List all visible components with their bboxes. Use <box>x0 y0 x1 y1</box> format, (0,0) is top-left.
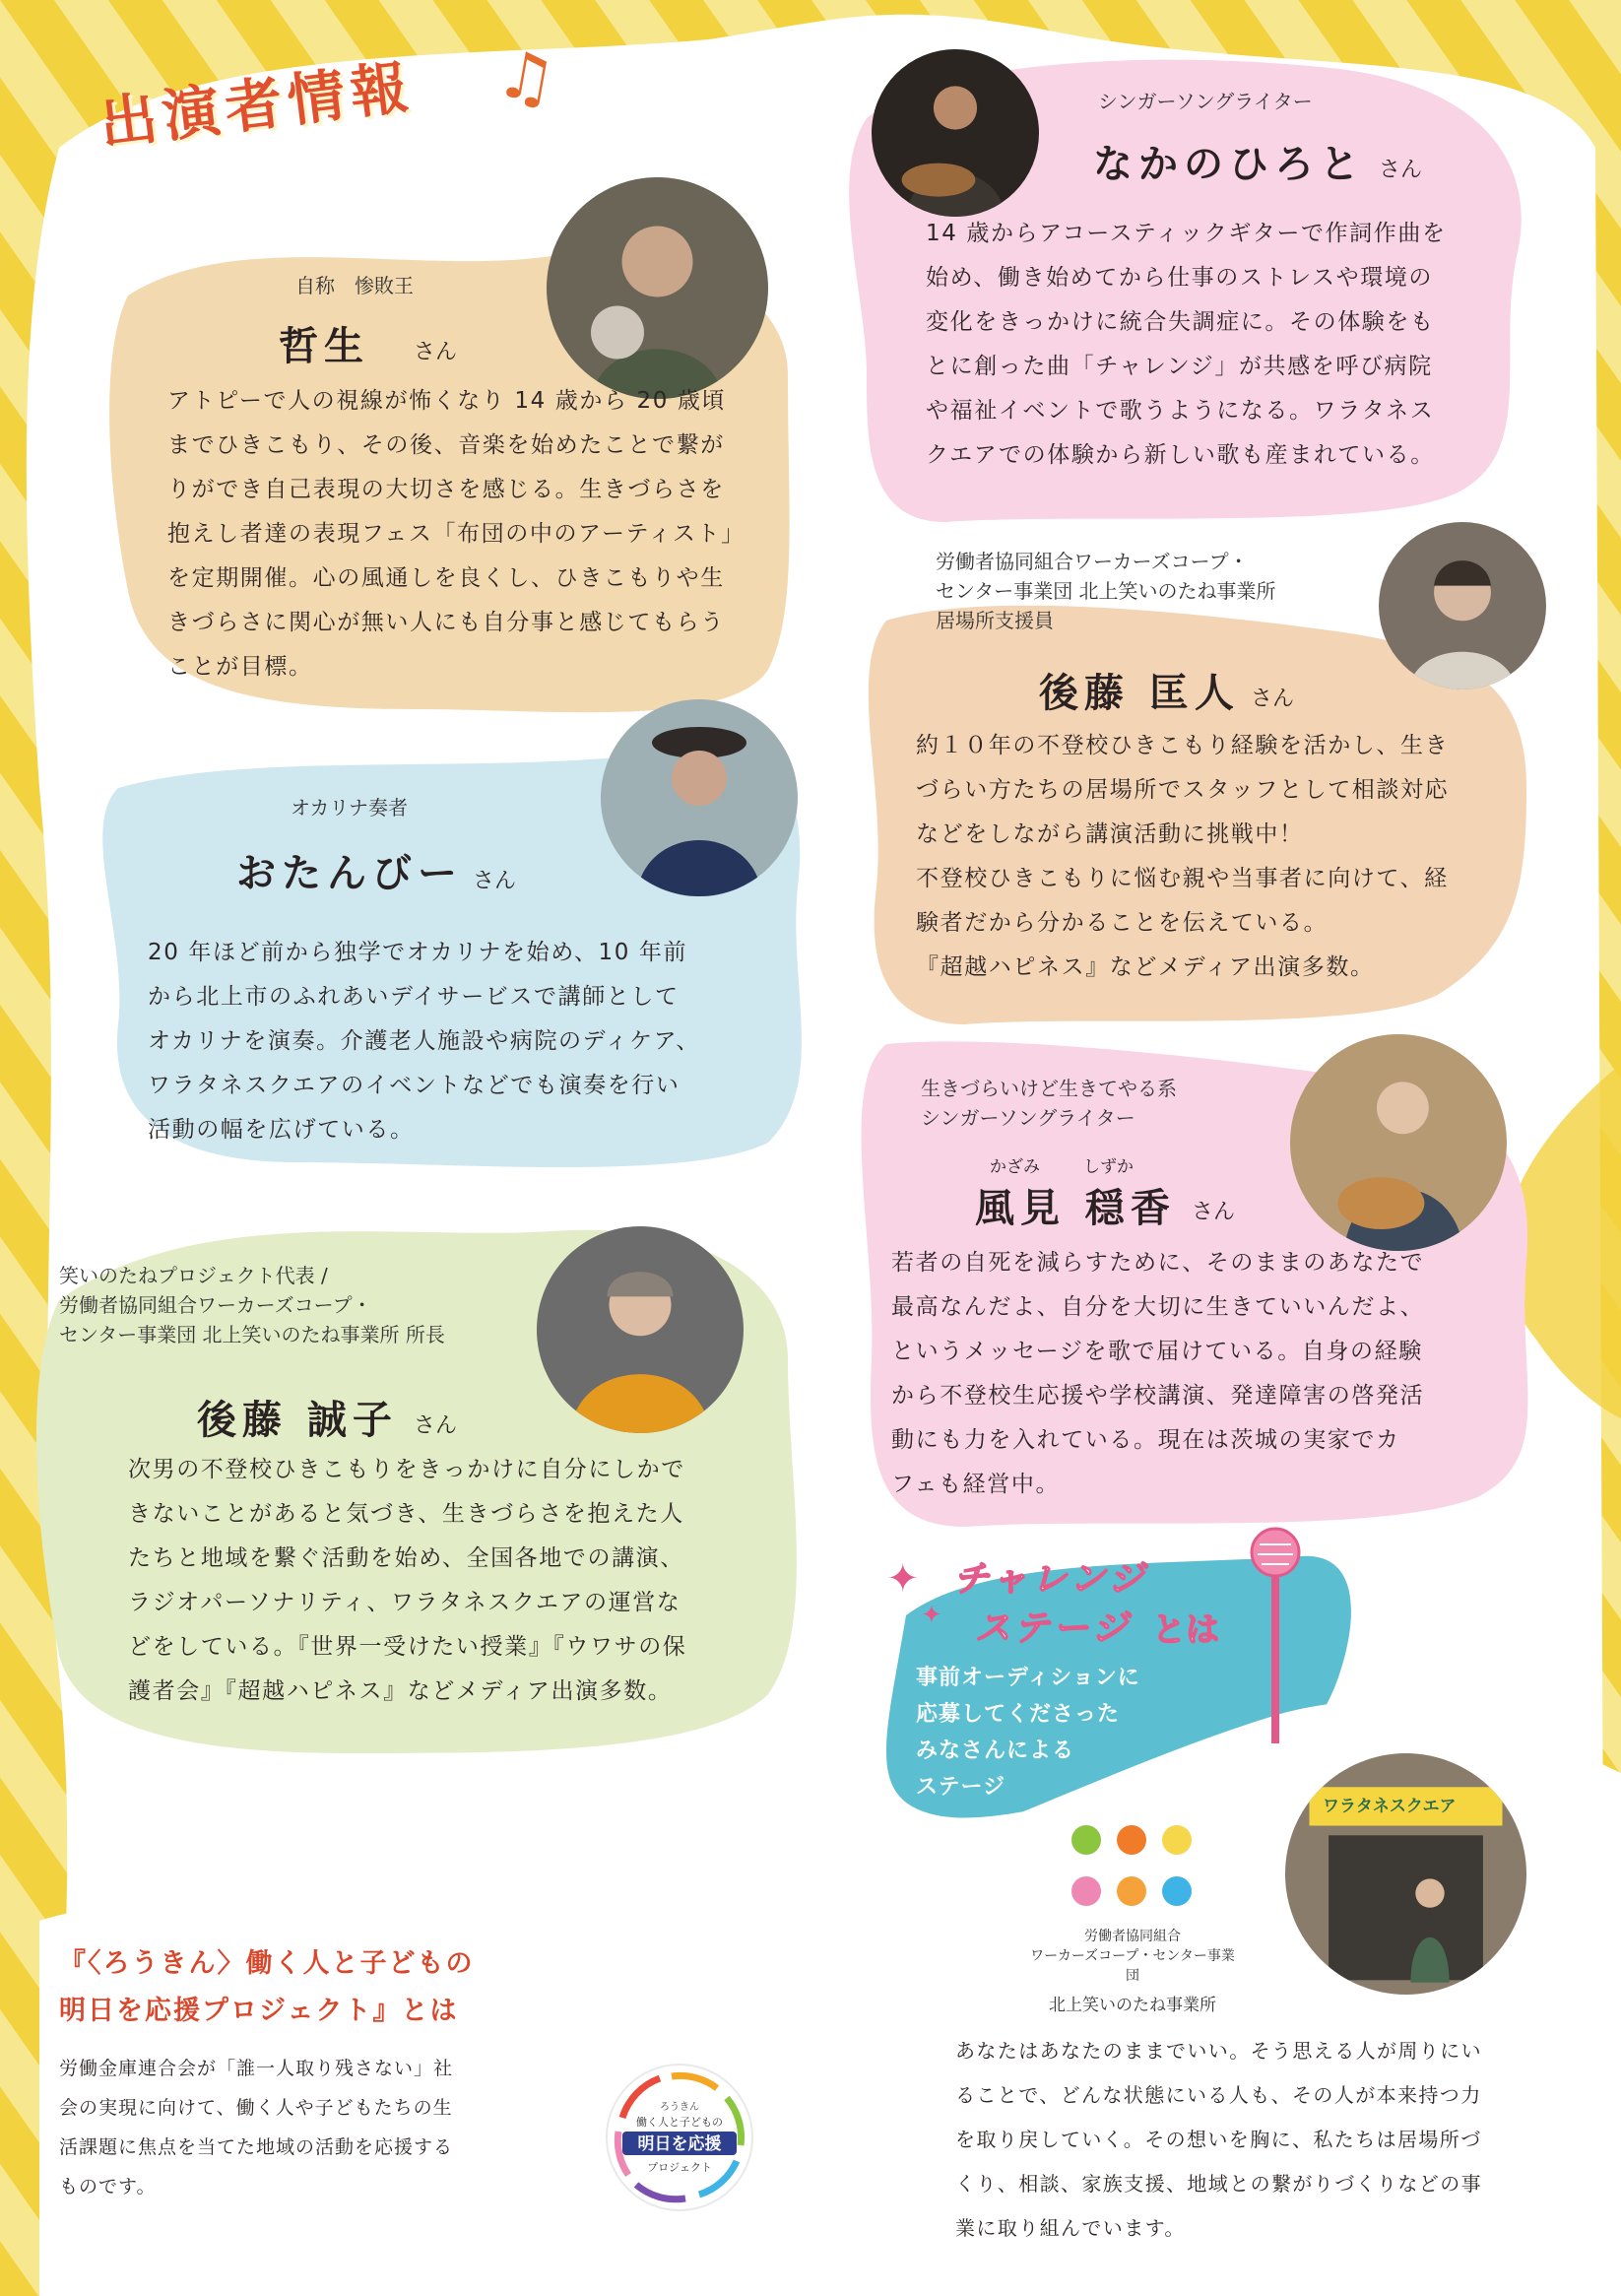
name-tetsuo: 哲生 <box>279 324 369 369</box>
bio-nakano: 14 歳からアコースティックギターで作詞作曲を 始め、働き始めてから仕事のストレスや環境の 変化をきっかけに統合失調症に。その体験をも とに創った曲「チャレンジ」が共感を呼び病院 や福祉イベントで歌うようになる。ワラタネス クエアでの体験から新しい歌も産まれている。 <box>926 221 1447 468</box>
sparkle-icon: ✦ <box>886 1556 920 1602</box>
project-heading: 『〈ろうきん〉働く人と子どもの 明日を応援プロジェクト』とは <box>59 1948 475 2026</box>
role-kazami: 生きづらいけど生きてやる系 シンガーソングライター <box>921 1077 1177 1130</box>
bio-otanbi: 20 年ほど前から独学でオカリナを始め、10 年前 から北上市のふれあいデイサービスで講師として オカリナを演奏。介護老人施設や病院のディケア、 ワラタネスクエアのイベントなどでも演奏を行い 活動の幅を広げている。 <box>148 940 700 1143</box>
honorific-kazami: さん <box>1192 1200 1236 1224</box>
page-title: 出演者情報 <box>96 52 418 159</box>
name-masato: 後藤 匡人 <box>1039 671 1240 716</box>
music-note-icon: ♫ <box>490 34 562 120</box>
role-masato: 労働者協同組合ワーカーズコープ・ センター事業団 北上笑いのたね事業所 居場所支援員 <box>936 550 1276 632</box>
photo-seiko <box>537 1226 744 1433</box>
honorific-tetsuo: さん <box>414 340 458 364</box>
svg-text:プロジェクト: プロジェクト <box>647 2161 712 2174</box>
org-name: 労働者協同組合 ワーカーズコープ・センター事業団 北上笑いのたね事業所 <box>1030 1929 1235 2015</box>
bio-masato: 約１０年の不登校ひきこもり経験を活かし、生き づらい方たちの居場所でスタッフとして相談対応 などをしながら講演活動に挑戦中！ 不登校ひきこもりに悩む親や当事者に向けて、経 験者だから分かることを伝えている。 『超越ハピネス』などメディア出演多数。 <box>916 733 1450 980</box>
honorific-masato: さん <box>1251 687 1295 711</box>
microphone-icon <box>1246 1517 1305 1753</box>
bio-kazami: 若者の自死を減らすために、そのままのあなたで 最高なんだよ、自分を大切に生きていいんだよ、 というメッセージを歌で届けている。自身の経験 から不登校生応援や学校講演、発達障害の啓発活 動にも力を入れている。現在は茨城の実家でカ フェも経営中。 <box>891 1250 1425 1497</box>
challenge-text: 事前オーディションに 応募してくださった みなさんによる ステージ <box>916 1666 1140 1800</box>
challenge-title-line1: チャレンジ <box>953 1559 1148 1600</box>
photo-warata-square <box>1285 1753 1526 1995</box>
challenge-title-line2: ステージ <box>975 1608 1132 1649</box>
role-nakano: シンガーソングライター <box>1098 90 1313 113</box>
smiley-faces-logo <box>1069 1822 1197 1916</box>
ruby-kazami: かざみ <box>990 1157 1040 1177</box>
name-nakano: なかのひろと <box>1093 142 1365 187</box>
photo-nakano <box>872 49 1039 217</box>
svg-text:ろうきん: ろうきん <box>660 2102 699 2113</box>
honorific-nakano: さん <box>1379 158 1423 182</box>
svg-text:働く人と子どもの: 働く人と子どもの <box>636 2116 723 2129</box>
bio-tetsuo: アトピーで人の視線が怖くなり 14 歳から 20 歳頃 までひきこもり、その後、音楽を始めたことで繋が りができ自己表現の大切さを感じる。生きづらさを 抱えし者達の表現フェス「布団の中のアーティスト」 を定期開催。心の風通しを良くし、ひきこもりや生 きづらさに関心が無い人にも自分事と感じてもらう ことが目標。 <box>167 388 746 680</box>
name-otanbi: おたんびー <box>236 851 463 896</box>
photo-kazami <box>1290 1034 1507 1251</box>
honorific-seiko: さん <box>414 1413 458 1438</box>
photo-tetsuo <box>547 177 768 399</box>
name-kazami: 風見 穏香 <box>975 1186 1176 1231</box>
closing-text: あなたはあなたのままでいい。そう思える人が周りにい ることで、どんな状態にいる人も、その人が本来持つ力 を取り戻していく。その想いを胸に、私たちは居場所づ くり、相談、家族支援、地域との繋がりづくりなどの事 業に取り組んでいます。 <box>955 2039 1482 2240</box>
project-text: 労働金庫連合会が「誰一人取り残さない」社 会の実現に向けて、働く人や子どもたちの生 活課題に焦点を当てた地域の活動を応援する ものです。 <box>59 2058 454 2198</box>
project-logo <box>601 2059 758 2216</box>
challenge-to: とは <box>1152 1610 1219 1650</box>
ruby-shizuka: しずか <box>1083 1157 1134 1177</box>
photo-otanbi <box>601 699 798 896</box>
svg-text:明日を応援: 明日を応援 <box>637 2134 722 2154</box>
role-tetsuo: 自称 惨敗王 <box>295 274 414 297</box>
sign-warata-square: ワラタネスクエア <box>1323 1797 1457 1816</box>
role-otanbi: オカリナ奏者 <box>291 796 408 820</box>
sparkle-icon: ✦ <box>921 1601 942 1630</box>
photo-masato <box>1379 522 1546 689</box>
honorific-otanbi: さん <box>473 869 517 893</box>
name-seiko: 後藤 誠子 <box>197 1398 398 1443</box>
bio-seiko: 次男の不登校ひきこもりをきっかけに自分にしかで きないことがあると気づき、生きづらさを抱えた人 たちと地域を繋ぐ活動を始め、全国各地での講演、 ラジオパーソナリティ、ワラタネスクエアの運営な どをしている。『世界一受けたい授業』『ウワサの保 護者会』『超越ハピネス』などメディア出演多数。 <box>128 1457 687 1704</box>
role-seiko: 笑いのたねプロジェクト代表 / 労働者協同組合ワーカーズコープ・ センター事業団 北上笑いのたね事業所 所長 <box>59 1264 445 1346</box>
